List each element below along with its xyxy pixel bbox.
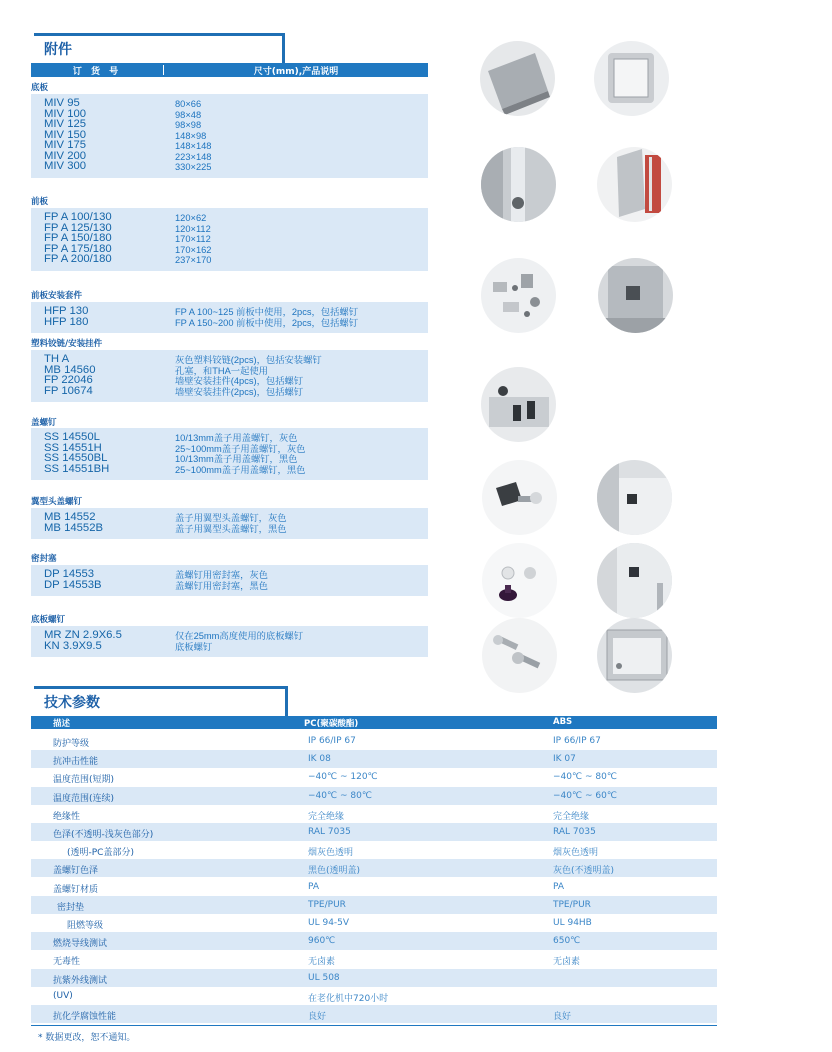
accessory-group: [31, 350, 428, 402]
footnote: * 数据更改，恕不通知。: [38, 1033, 136, 1043]
order-code: MB 14552B: [44, 521, 104, 534]
item-description: 10/13mm盖子用盖螺钉，黑色: [175, 454, 298, 464]
item-description: FP A 150~200 前板中使用，2pcs，包括螺钉: [175, 317, 358, 328]
order-codes: [44, 569, 102, 590]
order-code: DP 14553B: [44, 578, 102, 591]
order-codes: [44, 432, 109, 474]
row-label: (UV): [53, 990, 73, 1001]
sealing-plug-mounted-photo: [597, 543, 672, 618]
category-label: 底板螺钉: [31, 615, 66, 625]
order-code: DP 14553: [44, 568, 95, 580]
row-label: 抗化学腐蚀性能: [53, 1012, 117, 1022]
item-description: 孔塞，和THA一起使用: [175, 365, 268, 376]
accessory-group: [31, 626, 428, 657]
order-code: FP A 150/180: [44, 232, 112, 244]
category-label: 盖螺钉: [31, 418, 57, 428]
order-code: KN 3.9X9.5: [44, 639, 102, 652]
hinge-parts-photo: [481, 258, 556, 333]
pc-value: TPE/PUR: [308, 899, 346, 910]
row-label: 抗紫外线测试: [53, 975, 108, 986]
abs-value: −40℃ ~ 60℃: [553, 790, 617, 801]
table-row: [31, 805, 717, 823]
item-description: 10/13mm盖子用盖螺钉，灰色: [175, 433, 298, 443]
order-code: SS 14550BL: [44, 452, 108, 464]
order-code: TH A: [44, 353, 70, 365]
pc-value: 黑色(透明盖): [308, 866, 361, 877]
abs-value: TPE/PUR: [553, 899, 591, 910]
item-description: FP A 100~125 前板中使用，2pcs，包括螺钉: [175, 307, 358, 317]
descriptions: [175, 307, 358, 328]
table-row: [31, 878, 717, 896]
item-description: 25~100mm盖子用盖螺钉，黑色: [175, 464, 306, 475]
accessory-group: [31, 208, 428, 271]
sealing-plug-photo: [482, 543, 557, 618]
accessory-group: [31, 302, 428, 333]
order-codes: [44, 306, 88, 327]
abs-value: 完全绝缘: [553, 811, 590, 822]
table-row: [31, 987, 717, 1005]
technical-table-header: [31, 716, 717, 729]
base-plate-screw-mounted-photo: [597, 618, 672, 693]
row-label: 密封垫: [57, 902, 85, 913]
pc-value: IP 66/IP 67: [308, 736, 356, 746]
order-code: FP A 100/130: [44, 211, 112, 223]
accessories-table-header: [31, 63, 428, 77]
order-code: MIV 125: [44, 118, 87, 130]
row-label: 抗冲击性能: [53, 757, 99, 768]
category-label: 前板安装套件: [31, 291, 83, 301]
item-description: 223×148: [175, 151, 212, 162]
accessory-group: [31, 565, 428, 596]
order-code: HFP 130: [44, 305, 89, 317]
cover-screw-photo: [481, 367, 556, 442]
item-description: 盖子用翼型头盖螺钉，黑色: [175, 523, 287, 534]
row-label: 色泽(不透明-浅灰色部分): [53, 830, 154, 840]
item-description: 盖螺钉用密封塞，黑色: [175, 580, 268, 591]
technical-title: 技术参数: [34, 686, 288, 716]
item-description: 148×98: [175, 130, 207, 141]
order-code: FP A 125/130: [44, 221, 112, 234]
abs-value: RAL 7035: [553, 827, 596, 837]
table-row: [31, 750, 717, 768]
col-desc-header: 描述: [53, 719, 71, 729]
pc-value: 完全绝缘: [308, 811, 345, 822]
table-row: [31, 1005, 717, 1023]
descriptions: [175, 513, 287, 534]
descriptions: [175, 631, 303, 652]
pc-value: UL 94-5V: [308, 918, 350, 928]
descriptions: [175, 433, 305, 475]
category-label: 塑料铰链/安装挂件: [31, 339, 103, 349]
accessories-title: 附件: [34, 33, 285, 63]
item-description: 80×66: [175, 99, 202, 109]
table-row: [31, 969, 717, 987]
order-code: FP 10674: [44, 384, 93, 397]
item-description: 仅在25mm高度使用的底板螺钉: [175, 631, 304, 641]
item-description: 120×112: [175, 223, 211, 234]
table-row: [31, 787, 717, 805]
base-plate-screw-photo: [482, 618, 557, 693]
abs-value: IK 07: [553, 754, 576, 765]
order-code: MIV 175: [44, 139, 87, 151]
row-label: 温度范围(短期): [53, 775, 115, 786]
descriptions: [175, 213, 211, 266]
item-description: 170×112: [175, 234, 211, 244]
item-description: 灰色塑料铰链(2pcs)，包括安装螺钉: [175, 355, 322, 365]
abs-value: IP 66/IP 67: [553, 736, 601, 746]
table-row: [31, 932, 717, 950]
accessory-group: [31, 94, 428, 178]
abs-value: 良好: [553, 1012, 572, 1022]
pc-value: PA: [308, 881, 320, 892]
order-code: FP 22046: [44, 374, 93, 386]
order-code: MB 14552: [44, 511, 96, 523]
item-description: 330×225: [175, 162, 212, 172]
order-code: MIV 200: [44, 149, 87, 162]
category-label: 密封塞: [31, 554, 57, 564]
order-code: FP A 175/180: [44, 242, 112, 255]
accessory-group: [31, 428, 428, 480]
descriptions: [175, 355, 322, 397]
row-label: 盖螺钉色泽: [53, 866, 99, 877]
abs-value: PA: [553, 881, 565, 892]
pc-value: UL 508: [308, 972, 340, 983]
base-plate-photo: [480, 41, 555, 116]
abs-value: 烟灰色透明: [553, 848, 599, 859]
hinge-mounted-photo: [598, 258, 673, 333]
order-code: MR ZN 2.9X6.5: [44, 629, 122, 641]
order-code: MIV 150: [44, 128, 87, 141]
item-description: 170×162: [175, 244, 212, 255]
item-description: 120×62: [175, 213, 207, 223]
category-label: 翼型头盖螺钉: [31, 497, 83, 507]
pc-value: −40℃ ~ 120℃: [308, 772, 378, 783]
order-codes: [44, 512, 103, 533]
table-row: [31, 732, 717, 750]
pc-value: 良好: [308, 1012, 327, 1022]
item-description: 25~100mm盖子用盖螺钉，灰色: [175, 443, 306, 454]
order-code: SS 14551BH: [44, 462, 110, 475]
descriptions: [175, 570, 268, 591]
item-description: 墙壁安装挂件(2pcs)，包括螺钉: [175, 386, 304, 397]
wing-screw-mounted-photo: [597, 460, 672, 535]
item-description: 盖螺钉用密封塞，灰色: [175, 570, 268, 580]
abs-value: 灰色(不透明盖): [553, 866, 615, 877]
table-row: [31, 896, 717, 914]
row-label: 防护等级: [53, 739, 90, 749]
pc-value: 烟灰色透明: [308, 848, 354, 859]
category-label: 前板: [31, 197, 49, 207]
wing-screw-photo: [482, 460, 557, 535]
col-abs-header: ABS: [553, 717, 573, 727]
col-order-no: 订 货 号: [72, 67, 122, 77]
row-label: 燃烧导线测试: [53, 939, 108, 950]
pc-value: −40℃ ~ 80℃: [308, 790, 372, 801]
order-codes: [44, 354, 96, 396]
pc-value: 在老化机中720小时: [308, 993, 389, 1004]
table-row: [31, 914, 717, 932]
pc-value: 无卤素: [308, 957, 336, 968]
abs-value: 无卤素: [553, 957, 581, 968]
item-description: 148×148: [175, 141, 212, 151]
table-row: [31, 768, 717, 786]
row-label: 绝缘性: [53, 811, 81, 822]
enclosure-photo: [594, 41, 669, 116]
table-row: [31, 859, 717, 877]
order-code: MIV 300: [44, 160, 87, 172]
table-bottom-rule: [31, 1025, 717, 1026]
order-code: MIV 100: [44, 107, 87, 120]
row-label: 无毒性: [53, 957, 81, 968]
abs-value: UL 94HB: [553, 918, 592, 928]
front-plate-kit-photo: [597, 147, 672, 222]
pc-value: 960℃: [308, 936, 336, 947]
category-label: 底板: [31, 83, 49, 93]
descriptions: [175, 99, 211, 173]
order-codes: [44, 98, 86, 172]
order-code: SS 14551H: [44, 441, 102, 454]
row-label: 温度范围(连续): [53, 793, 115, 804]
accessory-group: [31, 508, 428, 539]
item-description: 墙壁安装挂件(4pcs)，包括螺钉: [175, 376, 304, 386]
table-row: [31, 841, 717, 859]
order-code: MIV 95: [44, 97, 80, 109]
order-codes: [44, 630, 122, 651]
item-description: 98×48: [175, 109, 202, 120]
item-description: 盖子用翼型头盖螺钉，灰色: [175, 513, 287, 523]
front-plate-photo: [481, 147, 556, 222]
table-row: [31, 950, 717, 968]
abs-value: −40℃ ~ 80℃: [553, 772, 617, 783]
col-description: 尺寸(mm),产品说明: [253, 67, 339, 77]
order-code: HFP 180: [44, 315, 89, 328]
item-description: 底板螺钉: [175, 641, 213, 652]
col-pc-header: PC(聚碳酸酯): [304, 719, 359, 729]
item-description: 237×170: [175, 255, 212, 265]
item-description: 98×98: [175, 120, 202, 130]
order-code: SS 14550L: [44, 431, 100, 443]
order-codes: [44, 212, 112, 265]
pc-value: IK 08: [308, 754, 331, 765]
table-row: [31, 823, 717, 841]
pc-value: RAL 7035: [308, 827, 351, 837]
order-code: FP A 200/180: [44, 253, 112, 265]
order-code: MB 14560: [44, 363, 96, 376]
abs-value: 650℃: [553, 936, 581, 947]
row-label: 盖螺钉材质: [53, 884, 99, 895]
row-label: 阻燃等级: [67, 921, 104, 931]
row-label: (透明-PC盖部分): [67, 848, 134, 859]
